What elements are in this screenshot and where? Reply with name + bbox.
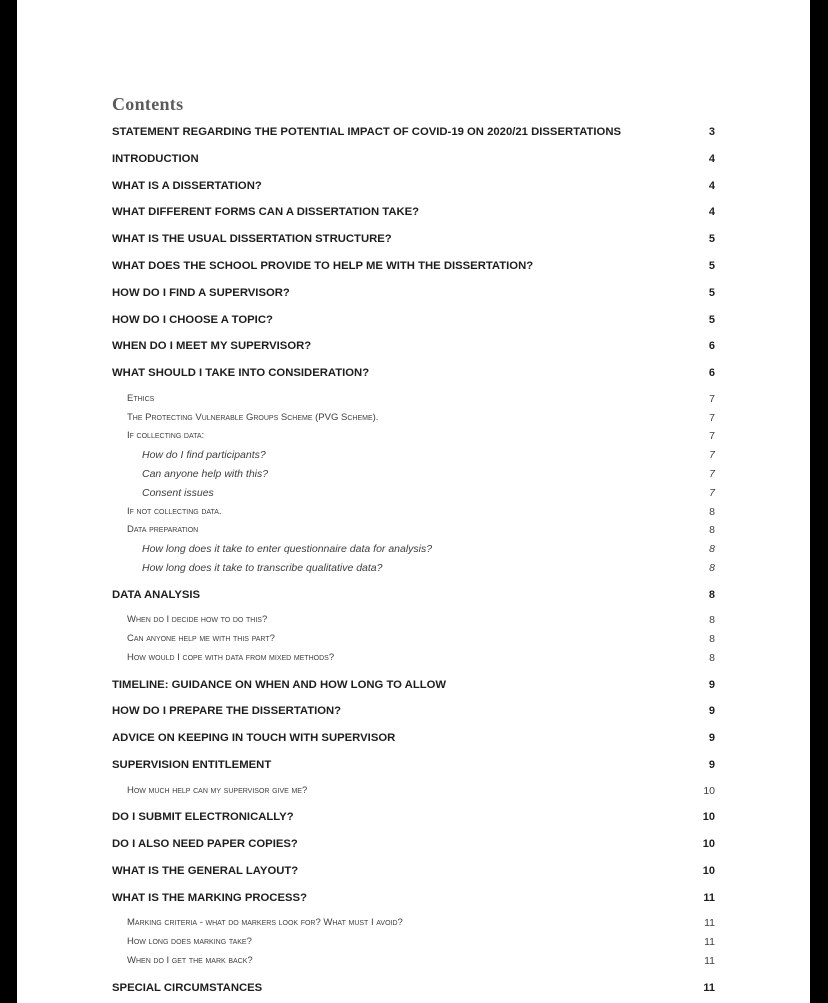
toc-entry[interactable] [17, 543, 810, 561]
toc-entry-label: Consent issues [142, 486, 214, 499]
toc-entry-page-number: 10 [703, 784, 715, 797]
toc-entry[interactable] [17, 917, 810, 935]
toc-entry-page-number: 7 [709, 486, 715, 499]
toc-entry-label: If not collecting data. [127, 505, 222, 517]
toc-entry-page-number: 5 [708, 260, 715, 272]
toc-entry-label: ADVICE ON KEEPING IN TOUCH WITH SUPERVISOR [112, 732, 396, 745]
toc-entry[interactable] [17, 126, 810, 144]
toc-entry-page-number: 3 [708, 126, 715, 138]
toc-entry[interactable] [17, 506, 810, 524]
toc-entry-label: When do I decide how to do this? [127, 614, 268, 626]
toc-entry-label: Can anyone help me with this part? [127, 633, 275, 644]
toc-entry[interactable] [17, 759, 810, 777]
toc-entry[interactable] [17, 614, 810, 632]
toc-entry-label: SPECIAL CIRCUMSTANCES [112, 981, 263, 994]
toc-entry-label: INTRODUCTION [112, 152, 199, 165]
toc-entry-label: WHAT IS THE MARKING PROCESS? [112, 891, 307, 904]
toc-entry[interactable] [17, 468, 810, 486]
toc-entry-page-number: 8 [709, 651, 715, 664]
toc-entry-page-number: 11 [704, 917, 715, 930]
toc-entry-label: WHAT IS A DISSERTATION? [112, 179, 262, 192]
toc-entry-page-number: 8 [709, 614, 715, 627]
toc-entry-page-number: 4 [708, 152, 715, 165]
toc-entry-label: When do I get the mark back? [127, 954, 253, 966]
toc-entry-page-number: 10 [702, 838, 715, 851]
toc-entry[interactable] [17, 524, 810, 542]
toc-entry[interactable] [17, 652, 810, 670]
toc-entry[interactable] [17, 936, 810, 954]
toc-entry-page-number: 7 [709, 467, 715, 480]
toc-entry-label: WHAT DIFFERENT FORMS CAN A DISSERTATION TAKE? [112, 206, 420, 219]
toc-entry-page-number: 7 [709, 392, 715, 405]
toc-entry-label: How long does it take to enter questionnaire data for analysis? [142, 543, 433, 556]
toc-entry-label: How do I find participants? [142, 449, 266, 462]
toc-entry[interactable] [17, 982, 810, 1000]
toc-entry[interactable] [17, 393, 810, 411]
toc-entry[interactable] [17, 892, 810, 910]
toc-entry-page-number: 8 [709, 524, 715, 537]
toc-entry-page-number: 5 [708, 233, 715, 246]
toc-entry[interactable] [17, 705, 810, 723]
toc-entry-page-number: 10 [702, 811, 715, 824]
toc-entry-label: HOW DO I CHOOSE A TOPIC? [112, 313, 273, 326]
toc-entry-page-number: 9 [708, 705, 715, 718]
toc-entry-label: HOW DO I PREPARE THE DISSERTATION? [112, 705, 342, 718]
toc-entry-page-number: 8 [709, 505, 715, 518]
toc-entry[interactable] [17, 233, 810, 251]
toc-entry[interactable] [17, 260, 810, 278]
toc-entry-page-number: 8 [708, 588, 715, 601]
toc-entry-page-number: 6 [708, 367, 715, 380]
toc-entry-label: DO I SUBMIT ELECTRONICALLY? [112, 811, 294, 824]
toc-entry-page-number: 7 [709, 411, 715, 424]
toc-entry-label: Marking criteria - what do markers look for? What must I avoid? [127, 917, 403, 929]
toc-entry-page-number: 10 [702, 864, 715, 877]
toc-entry-page-number: 11 [703, 891, 715, 904]
toc-entry[interactable] [17, 367, 810, 385]
toc-entry[interactable] [17, 180, 810, 198]
toc-entry-page-number: 9 [708, 759, 715, 771]
toc-entry-label: Data preparation [127, 524, 199, 536]
toc-entry[interactable] [17, 206, 810, 224]
toc-entry-label: TIMELINE: GUIDANCE ON WHEN AND HOW LONG TO ALLOW [112, 678, 447, 691]
toc-entry-label: WHAT SHOULD I TAKE INTO CONSIDERATION? [112, 367, 370, 380]
toc-entry-page-number: 8 [709, 543, 715, 556]
toc-entry[interactable] [17, 732, 810, 750]
toc-entry-page-number: 8 [709, 561, 715, 574]
toc-entry-page-number: 6 [708, 340, 715, 353]
toc-entry-label: If collecting data: [127, 430, 205, 442]
toc-entry-page-number: 11 [704, 954, 715, 967]
toc-entry[interactable] [17, 838, 810, 856]
toc-entry[interactable] [17, 449, 810, 467]
toc-entry[interactable] [17, 633, 810, 651]
toc-entry-label: STATEMENT REGARDING THE POTENTIAL IMPACT OF COVID-19 ON 2020/21 DISSERTATIONS [112, 126, 622, 138]
toc-entry-label: How long does it take to transcribe qualitative data? [142, 561, 383, 574]
toc-entry-page-number: 9 [708, 732, 715, 745]
toc-entry-label: Can anyone help with this? [142, 467, 269, 480]
toc-entry-label: Ethics [127, 392, 155, 404]
toc-entry-page-number: 9 [708, 678, 715, 691]
toc-entry-label: WHAT IS THE GENERAL LAYOUT? [112, 864, 299, 877]
toc-entry-label: HOW DO I FIND A SUPERVISOR? [112, 286, 290, 299]
page-title: Contents [112, 94, 184, 114]
toc-entry-label: WHAT IS THE USUAL DISSERTATION STRUCTURE? [112, 233, 392, 246]
toc-entry-page-number: 5 [708, 286, 715, 299]
toc-entry-page-number: 11 [703, 981, 715, 994]
toc-entry[interactable] [17, 153, 810, 171]
toc-entry-page-number: 5 [708, 313, 715, 326]
toc-entry-label: WHEN DO I MEET MY SUPERVISOR? [112, 340, 312, 353]
toc-entry-page-number: 4 [708, 206, 715, 219]
toc-entry-page-number: 7 [709, 430, 715, 443]
toc-entry[interactable] [17, 430, 810, 448]
toc-entry-label: How much help can my supervisor give me? [127, 784, 308, 796]
toc-entry-page-number: 8 [709, 633, 715, 645]
toc-entry[interactable] [17, 865, 810, 883]
toc-entry[interactable] [17, 340, 810, 358]
toc-entry-label: DATA ANALYSIS [112, 588, 201, 601]
toc-entry[interactable] [17, 562, 810, 580]
toc-entry[interactable] [17, 811, 810, 829]
toc-entry-page-number: 4 [708, 179, 715, 192]
toc-entry[interactable] [17, 679, 810, 697]
document-page [17, 0, 810, 1003]
toc-entry[interactable] [17, 955, 810, 973]
toc-entry[interactable] [17, 785, 810, 803]
toc-entry-page-number: 7 [709, 449, 715, 462]
toc-entry-label: SUPERVISION ENTITLEMENT [112, 759, 272, 771]
toc-entry[interactable] [17, 589, 810, 607]
toc-entry-label: WHAT DOES THE SCHOOL PROVIDE TO HELP ME WITH THE DISSERTATION? [112, 260, 534, 272]
toc-entry[interactable] [17, 314, 810, 332]
toc-entry-label: How would I cope with data from mixed methods? [127, 651, 335, 663]
toc-entry[interactable] [17, 287, 810, 305]
toc-entry[interactable] [17, 487, 810, 505]
toc-entry-label: The Protecting Vulnerable Groups Scheme (PVG Scheme). [127, 411, 379, 423]
toc-entry-label: How long does marking take? [127, 936, 252, 947]
toc-entry-page-number: 11 [704, 936, 715, 948]
toc-entry-label: DO I ALSO NEED PAPER COPIES? [112, 838, 298, 851]
toc-entry[interactable] [17, 412, 810, 430]
